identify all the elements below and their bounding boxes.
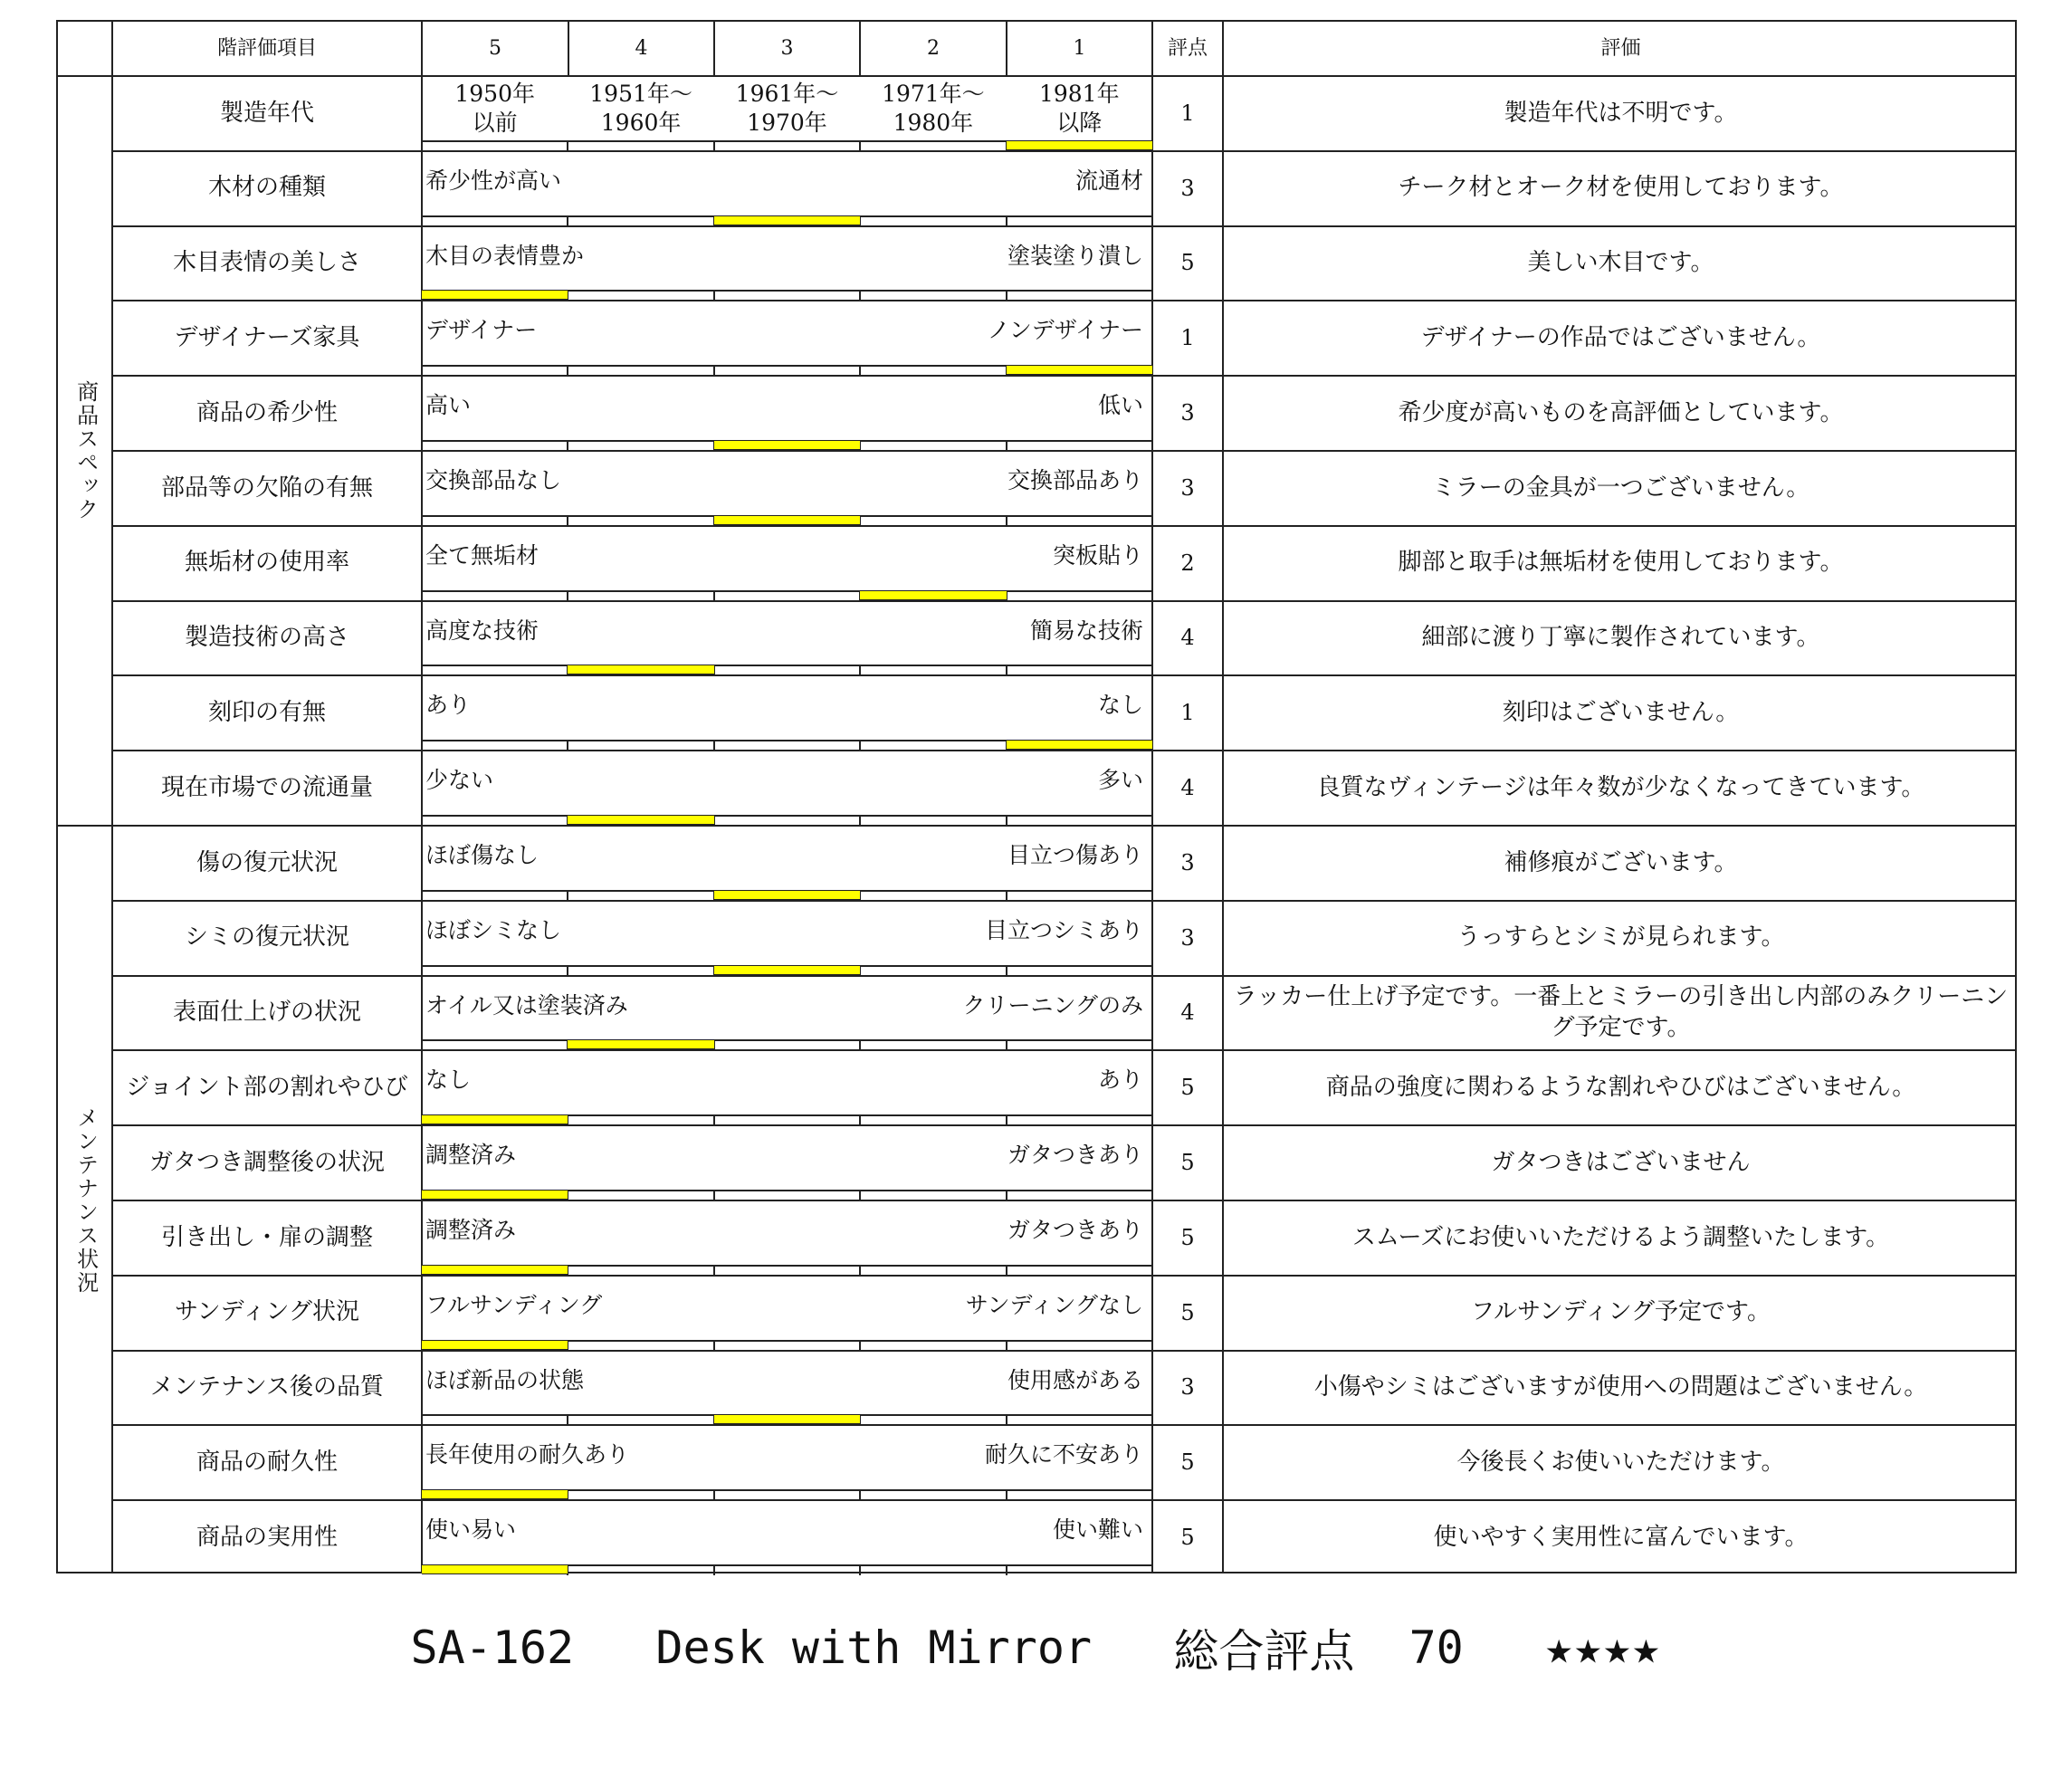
criterion-label: 無垢材の使用率 [184, 549, 349, 577]
evaluation-text: 今後長くお使いいただけます。 [1456, 1448, 1785, 1476]
evaluation-text: 製造年代は不明です。 [1504, 99, 1738, 127]
scale-left-label: 調整済み [425, 1217, 517, 1243]
header-level-3: 3 [780, 36, 794, 60]
scale-tick [1006, 1114, 1007, 1125]
scale-tick [713, 1564, 715, 1575]
scale-tick [859, 365, 861, 376]
era-label: 1950年 以前 [454, 80, 535, 137]
criterion-label: 引き出し・扉の調整 [160, 1223, 373, 1251]
scale-tick [859, 1564, 861, 1575]
score-value: 5 [1180, 1075, 1195, 1101]
scale-right-label: クリーニングのみ [962, 991, 1143, 1019]
evaluation-text: チーク材とオーク材を使用しております。 [1398, 174, 1844, 202]
scale-tick [859, 290, 861, 301]
scale-left-label: デザイナー [425, 317, 538, 344]
footer-summary [0, 1616, 2072, 1679]
header-score: 評点 [1167, 36, 1208, 60]
scale-tick [1006, 815, 1007, 826]
score-value: 4 [1180, 999, 1195, 1026]
scale-right-label: 目立つシミあり [984, 916, 1143, 943]
scale-tick [567, 890, 568, 901]
scale-tick [713, 590, 715, 601]
score-value: 5 [1180, 1299, 1195, 1325]
scale-tick [859, 1489, 861, 1500]
scale-right-label: 使い難い [1052, 1516, 1143, 1544]
group-label: メンテナンス状況 [72, 1106, 99, 1295]
scale-tick [1006, 1414, 1007, 1425]
score-value: 3 [1180, 175, 1195, 201]
criterion-label: 木材の種類 [207, 174, 326, 202]
score-value: 5 [1180, 1524, 1195, 1550]
evaluation-text: フルサンディング予定です。 [1471, 1298, 1771, 1326]
scale-tick [567, 740, 568, 751]
criterion-label: 商品の希少性 [196, 398, 338, 426]
scale-tick [859, 1039, 861, 1050]
rating-bar [714, 440, 860, 450]
score-value: 3 [1180, 474, 1195, 501]
score-value: 5 [1180, 1449, 1195, 1476]
rating-bar [714, 515, 860, 525]
score-value: 3 [1180, 924, 1195, 951]
evaluation-text: ラッカー仕上げ予定です。一番上とミラーの引き出し内部のみクリーニング予定です。 [1233, 983, 2009, 1041]
scale-left-label: 使い易い [425, 1516, 517, 1544]
scale-tick [859, 1265, 861, 1276]
scale-right-label: なし [1097, 692, 1143, 719]
criterion-label: シミの復元状況 [184, 923, 349, 952]
rating-bar [568, 665, 713, 674]
scale-tick [1006, 1489, 1007, 1500]
era-label: 1971年～ 1980年 [882, 80, 985, 137]
era-label: 1951年～ 1960年 [589, 80, 692, 137]
header-item: 階評価項目 [216, 36, 317, 60]
scale-right-label: 流通材 [1074, 167, 1143, 194]
criterion-label: 刻印の有無 [207, 698, 326, 726]
scale-tick [567, 965, 568, 976]
score-value: 1 [1180, 325, 1195, 351]
scale-right-label: 簡易な技術 [1029, 617, 1143, 644]
scale-right-label: 低い [1097, 392, 1143, 419]
criterion-label: 製造技術の高さ [184, 624, 349, 652]
scale-tick [713, 290, 715, 301]
product-name: Desk with Mirror [655, 1621, 1093, 1674]
header-level-5: 5 [489, 36, 501, 60]
scale-right-label: 突板貼り [1052, 541, 1143, 569]
star-rating: ★★★★ [1545, 1621, 1662, 1674]
rating-bar [422, 1114, 568, 1124]
scale-tick [1006, 965, 1007, 976]
evaluation-text: 刻印はございません。 [1502, 698, 1740, 726]
scale-tick [713, 1114, 715, 1125]
rating-bar [422, 1489, 568, 1499]
header-evaluation: 評価 [1600, 36, 1641, 60]
scale-tick [713, 1340, 715, 1351]
evaluation-text: 希少度が高いものを高評価としています。 [1398, 398, 1844, 426]
score-value: 3 [1180, 849, 1195, 875]
era-label: 1981年 以降 [1038, 80, 1120, 137]
evaluation-text: 細部に渡り丁寧に製作されています。 [1421, 624, 1820, 652]
criterion-label: 製造年代 [219, 99, 314, 127]
scale-right-label: ガタつきあり [1007, 1217, 1143, 1243]
scale-right-label: 塗装塗り潰し [1007, 242, 1143, 269]
header-level-1: 1 [1073, 36, 1086, 60]
scale-tick [1006, 1340, 1007, 1351]
scale-tick [1006, 1265, 1007, 1276]
scale-tick [1006, 890, 1007, 901]
scale-tick [713, 365, 715, 376]
score-value: 2 [1180, 550, 1195, 576]
scale-tick [859, 140, 861, 151]
scale-left-label: 少ない [425, 767, 494, 794]
scale-tick [713, 740, 715, 751]
criterion-label: 部品等の欠陥の有無 [160, 473, 373, 502]
rating-bar [714, 890, 860, 900]
scale-left-label: 交換部品なし [425, 467, 562, 493]
criterion-label: 現在市場での流通量 [160, 773, 373, 801]
scale-tick [1006, 515, 1007, 526]
criterion-label: ガタつき調整後の状況 [148, 1148, 385, 1176]
rating-bar [422, 1340, 568, 1350]
criterion-label: 木目表情の美しさ [172, 249, 361, 277]
evaluation-sheet [56, 20, 2017, 1573]
scale-left-label: 高度な技術 [425, 617, 539, 644]
scale-left-label: 全て無垢材 [425, 541, 539, 569]
evaluation-text: 小傷やシミはございますが使用への問題はございません。 [1313, 1373, 1928, 1401]
scale-tick [859, 815, 861, 826]
scale-right-label: ノンデザイナー [987, 317, 1143, 344]
evaluation-text: 補修痕がございます。 [1504, 848, 1738, 876]
scale-tick [713, 140, 715, 151]
scale-tick [567, 365, 568, 376]
score-value: 4 [1180, 774, 1195, 800]
scale-right-label: サンディングなし [965, 1291, 1143, 1318]
score-value: 4 [1180, 625, 1195, 651]
scale-tick [713, 1190, 715, 1200]
scale-left-label: なし [425, 1066, 472, 1094]
rating-bar [714, 965, 860, 975]
evaluation-text: ミラーの金具が一つございません。 [1431, 473, 1810, 502]
scale-left-label: 希少性が高い [425, 167, 562, 194]
scale-baseline [422, 590, 1152, 592]
scale-baseline [422, 665, 1152, 666]
scale-tick [859, 665, 861, 675]
total-score-label: 総合評点 [1173, 1625, 1355, 1678]
scale-left-label: フルサンディング [425, 1291, 603, 1318]
score-value: 1 [1180, 100, 1195, 126]
group-label: 商品スペック [72, 380, 99, 521]
scale-tick [567, 515, 568, 526]
rating-bar [1007, 740, 1152, 750]
scale-tick [859, 740, 861, 751]
criterion-label: メンテナンス後の品質 [150, 1373, 384, 1401]
evaluation-text: 使いやすく実用性に富んでいます。 [1433, 1523, 1809, 1551]
evaluation-text: 商品の強度に関わるような割れやひびはございません。 [1325, 1073, 1916, 1101]
criterion-label: 表面仕上げの状況 [172, 999, 361, 1027]
scale-left-label: 調整済み [425, 1142, 517, 1169]
rating-bar [422, 1564, 568, 1574]
scale-tick [713, 1265, 715, 1276]
criterion-label: サンディング状況 [174, 1298, 360, 1326]
scale-tick [1006, 665, 1007, 675]
scale-left-label: ほぼ新品の状態 [425, 1366, 585, 1393]
scale-right-label: ガタつきあり [1007, 1142, 1143, 1169]
scale-right-label: 使用感がある [1007, 1366, 1143, 1393]
scale-tick [1006, 215, 1007, 226]
rating-bar [422, 290, 568, 300]
product-code: SA-162 [410, 1621, 575, 1674]
evaluation-text: 美しい木目です。 [1527, 249, 1714, 277]
scale-tick [567, 140, 568, 151]
scale-tick [859, 1340, 861, 1351]
rating-bar [714, 1414, 860, 1424]
scale-tick [713, 1489, 715, 1500]
rating-bar [422, 1190, 568, 1200]
scale-left-label: ほぼシミなし [425, 916, 562, 943]
scale-tick [859, 1114, 861, 1125]
scale-tick [1006, 290, 1007, 301]
rating-bar [422, 1265, 568, 1275]
scale-tick [1006, 440, 1007, 451]
criterion-label: 傷の復元状況 [196, 848, 338, 876]
scale-left-label: ほぼ傷なし [425, 842, 539, 868]
evaluation-text: スムーズにお使いいただけるよう調整いたします。 [1351, 1223, 1890, 1251]
criterion-label: 商品の実用性 [196, 1523, 338, 1551]
score-value: 3 [1180, 1374, 1195, 1401]
header-level-4: 4 [635, 36, 648, 60]
criterion-label: 商品の耐久性 [196, 1448, 338, 1476]
scale-right-label: あり [1097, 1066, 1143, 1094]
scale-right-label: 耐久に不安あり [984, 1441, 1143, 1468]
scale-baseline [422, 815, 1152, 817]
scale-right-label: 多い [1097, 767, 1143, 794]
rating-bar [568, 815, 713, 825]
rating-bar [714, 215, 860, 225]
scale-left-label: オイル又は塗装済み [425, 991, 628, 1019]
rating-bar [1007, 140, 1152, 150]
scale-left-label: 長年使用の耐久あり [425, 1441, 630, 1468]
evaluation-text: 良質なヴィンテージは年々数が少なくなってきています。 [1316, 773, 1925, 801]
header-level-2: 2 [927, 36, 940, 60]
score-value: 1 [1180, 700, 1195, 726]
scale-tick [567, 215, 568, 226]
scale-tick [567, 440, 568, 451]
evaluation-text: ガタつきはございません [1491, 1148, 1751, 1176]
scale-tick [1006, 1190, 1007, 1200]
criterion-label: デザイナーズ家具 [174, 323, 360, 351]
evaluation-text: デザイナーの作品ではございません。 [1420, 323, 1821, 351]
scale-tick [1006, 1039, 1007, 1050]
evaluation-text: うっすらとシミが見られます。 [1456, 923, 1785, 952]
score-value: 3 [1180, 399, 1195, 426]
scale-tick [567, 1414, 568, 1425]
scale-tick [567, 590, 568, 601]
scale-left-label: 高い [425, 392, 472, 419]
evaluation-text: 脚部と取手は無垢材を使用しております。 [1398, 549, 1844, 577]
score-value: 5 [1180, 250, 1195, 276]
scale-left-label: あり [425, 692, 472, 719]
scale-baseline [422, 1039, 1152, 1041]
scale-tick [859, 1190, 861, 1200]
score-value: 5 [1180, 1149, 1195, 1175]
rating-bar [1007, 365, 1152, 375]
scale-right-label: 目立つ傷あり [1007, 842, 1143, 868]
score-value: 5 [1180, 1224, 1195, 1250]
rating-bar [568, 1039, 713, 1049]
rating-bar [860, 590, 1006, 600]
scale-tick [1006, 1564, 1007, 1575]
scale-right-label: 交換部品あり [1007, 467, 1143, 493]
total-score-value: 70 [1408, 1621, 1464, 1674]
era-label: 1961年～ 1970年 [735, 80, 839, 137]
scale-left-label: 木目の表情豊か [425, 242, 585, 269]
criterion-label: ジョイント部の割れやひび [126, 1073, 408, 1101]
